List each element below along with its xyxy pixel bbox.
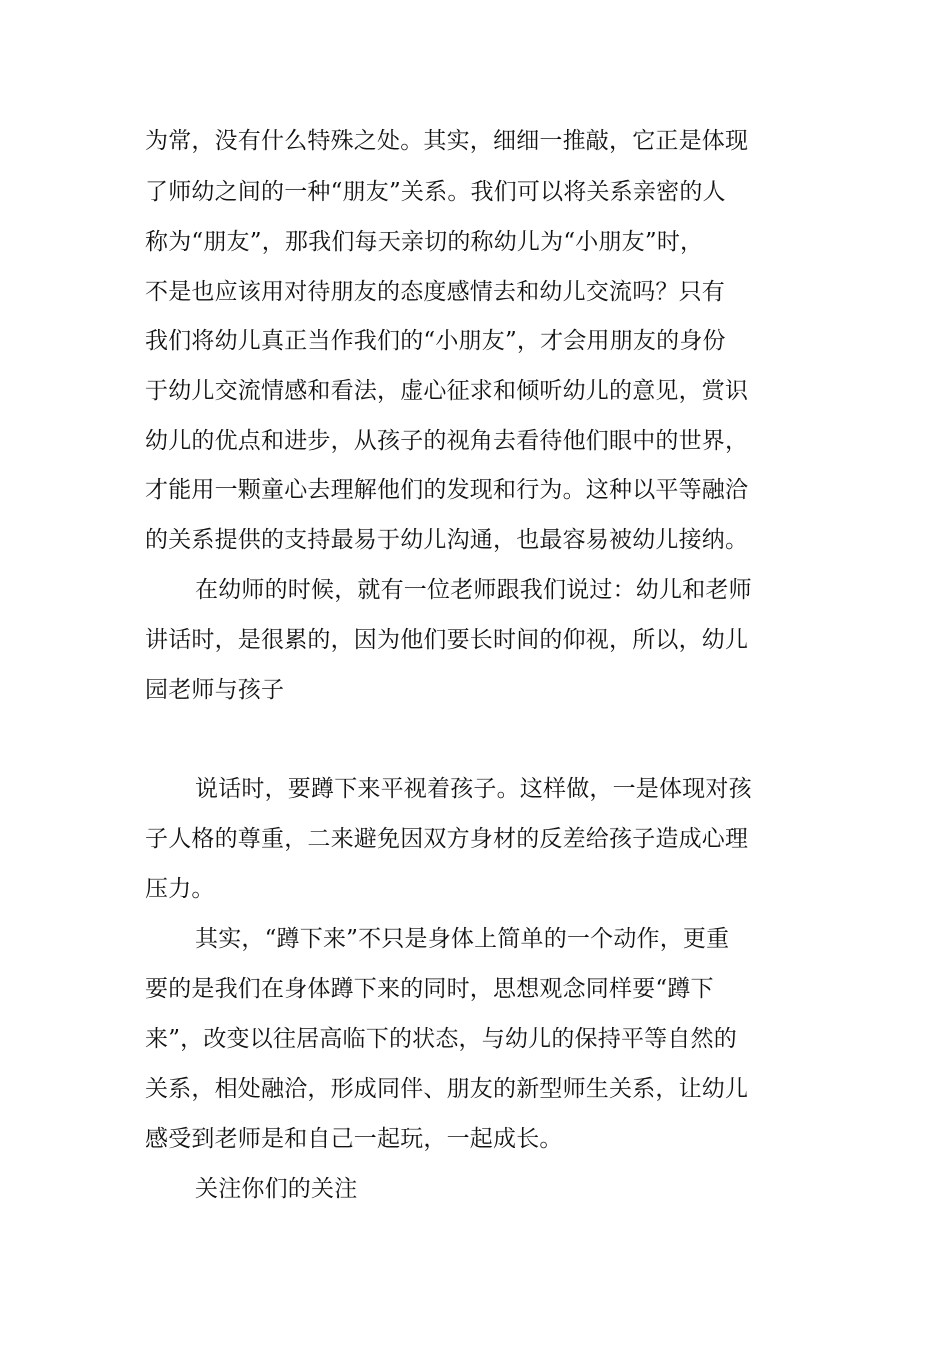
- text-line: 称为“朋友”，那我们每天亲切的称幼儿为“小朋友”时，: [145, 229, 704, 255]
- text-line: 来”，改变以往居高临下的状态，与幼儿的保持平等自然的: [145, 1026, 737, 1052]
- text-line: 的关系提供的支持最易于幼儿沟通，也最容易被幼儿接纳。: [145, 527, 749, 553]
- text-line: 我们将幼儿真正当作我们的“小朋友”，才会用朋友的身份: [145, 328, 726, 354]
- text-line: 关系，相处融洽，形成同伴、朋友的新型师生关系，让幼儿: [145, 1076, 749, 1102]
- paragraph-start-line: 说话时，要蹲下来平视着孩子。这样做，一是体现对孩: [195, 776, 752, 802]
- text-line: 子人格的尊重，二来避免因双方身材的反差给孩子造成心理: [145, 826, 749, 852]
- paragraph-start-line: 其实，“蹲下来”不只是身体上简单的一个动作，更重: [195, 926, 730, 952]
- text-line: 幼儿的优点和进步，从孩子的视角去看待他们眼中的世界，: [145, 428, 749, 454]
- text-line: 为常，没有什么特殊之处。其实，细细一推敲，它正是体现: [145, 128, 749, 154]
- paragraph-start-line: 关注你们的关注: [195, 1176, 358, 1202]
- text-line: 讲话时，是很累的，因为他们要长时间的仰视，所以，幼儿: [145, 627, 749, 653]
- text-line: 感受到老师是和自己一起玩，一起成长。: [145, 1126, 563, 1152]
- text-line: 园老师与孩子: [145, 677, 285, 703]
- text-line: 不是也应该用对待朋友的态度感情去和幼儿交流吗？只有: [145, 279, 725, 305]
- text-line: 要的是我们在身体蹲下来的同时，思想观念同样要“蹲下: [145, 976, 714, 1002]
- paragraph-start-line: 在幼师的时候，就有一位老师跟我们说过：幼儿和老师: [195, 577, 752, 603]
- text-line: 压力。: [145, 876, 215, 902]
- text-line: 了师幼之间的一种“朋友”关系。我们可以将关系亲密的人: [145, 179, 726, 205]
- text-line: 才能用一颗童心去理解他们的发现和行为。这种以平等融洽: [145, 477, 749, 503]
- text-line: 于幼儿交流情感和看法，虚心征求和倾听幼儿的意见，赏识: [145, 378, 749, 404]
